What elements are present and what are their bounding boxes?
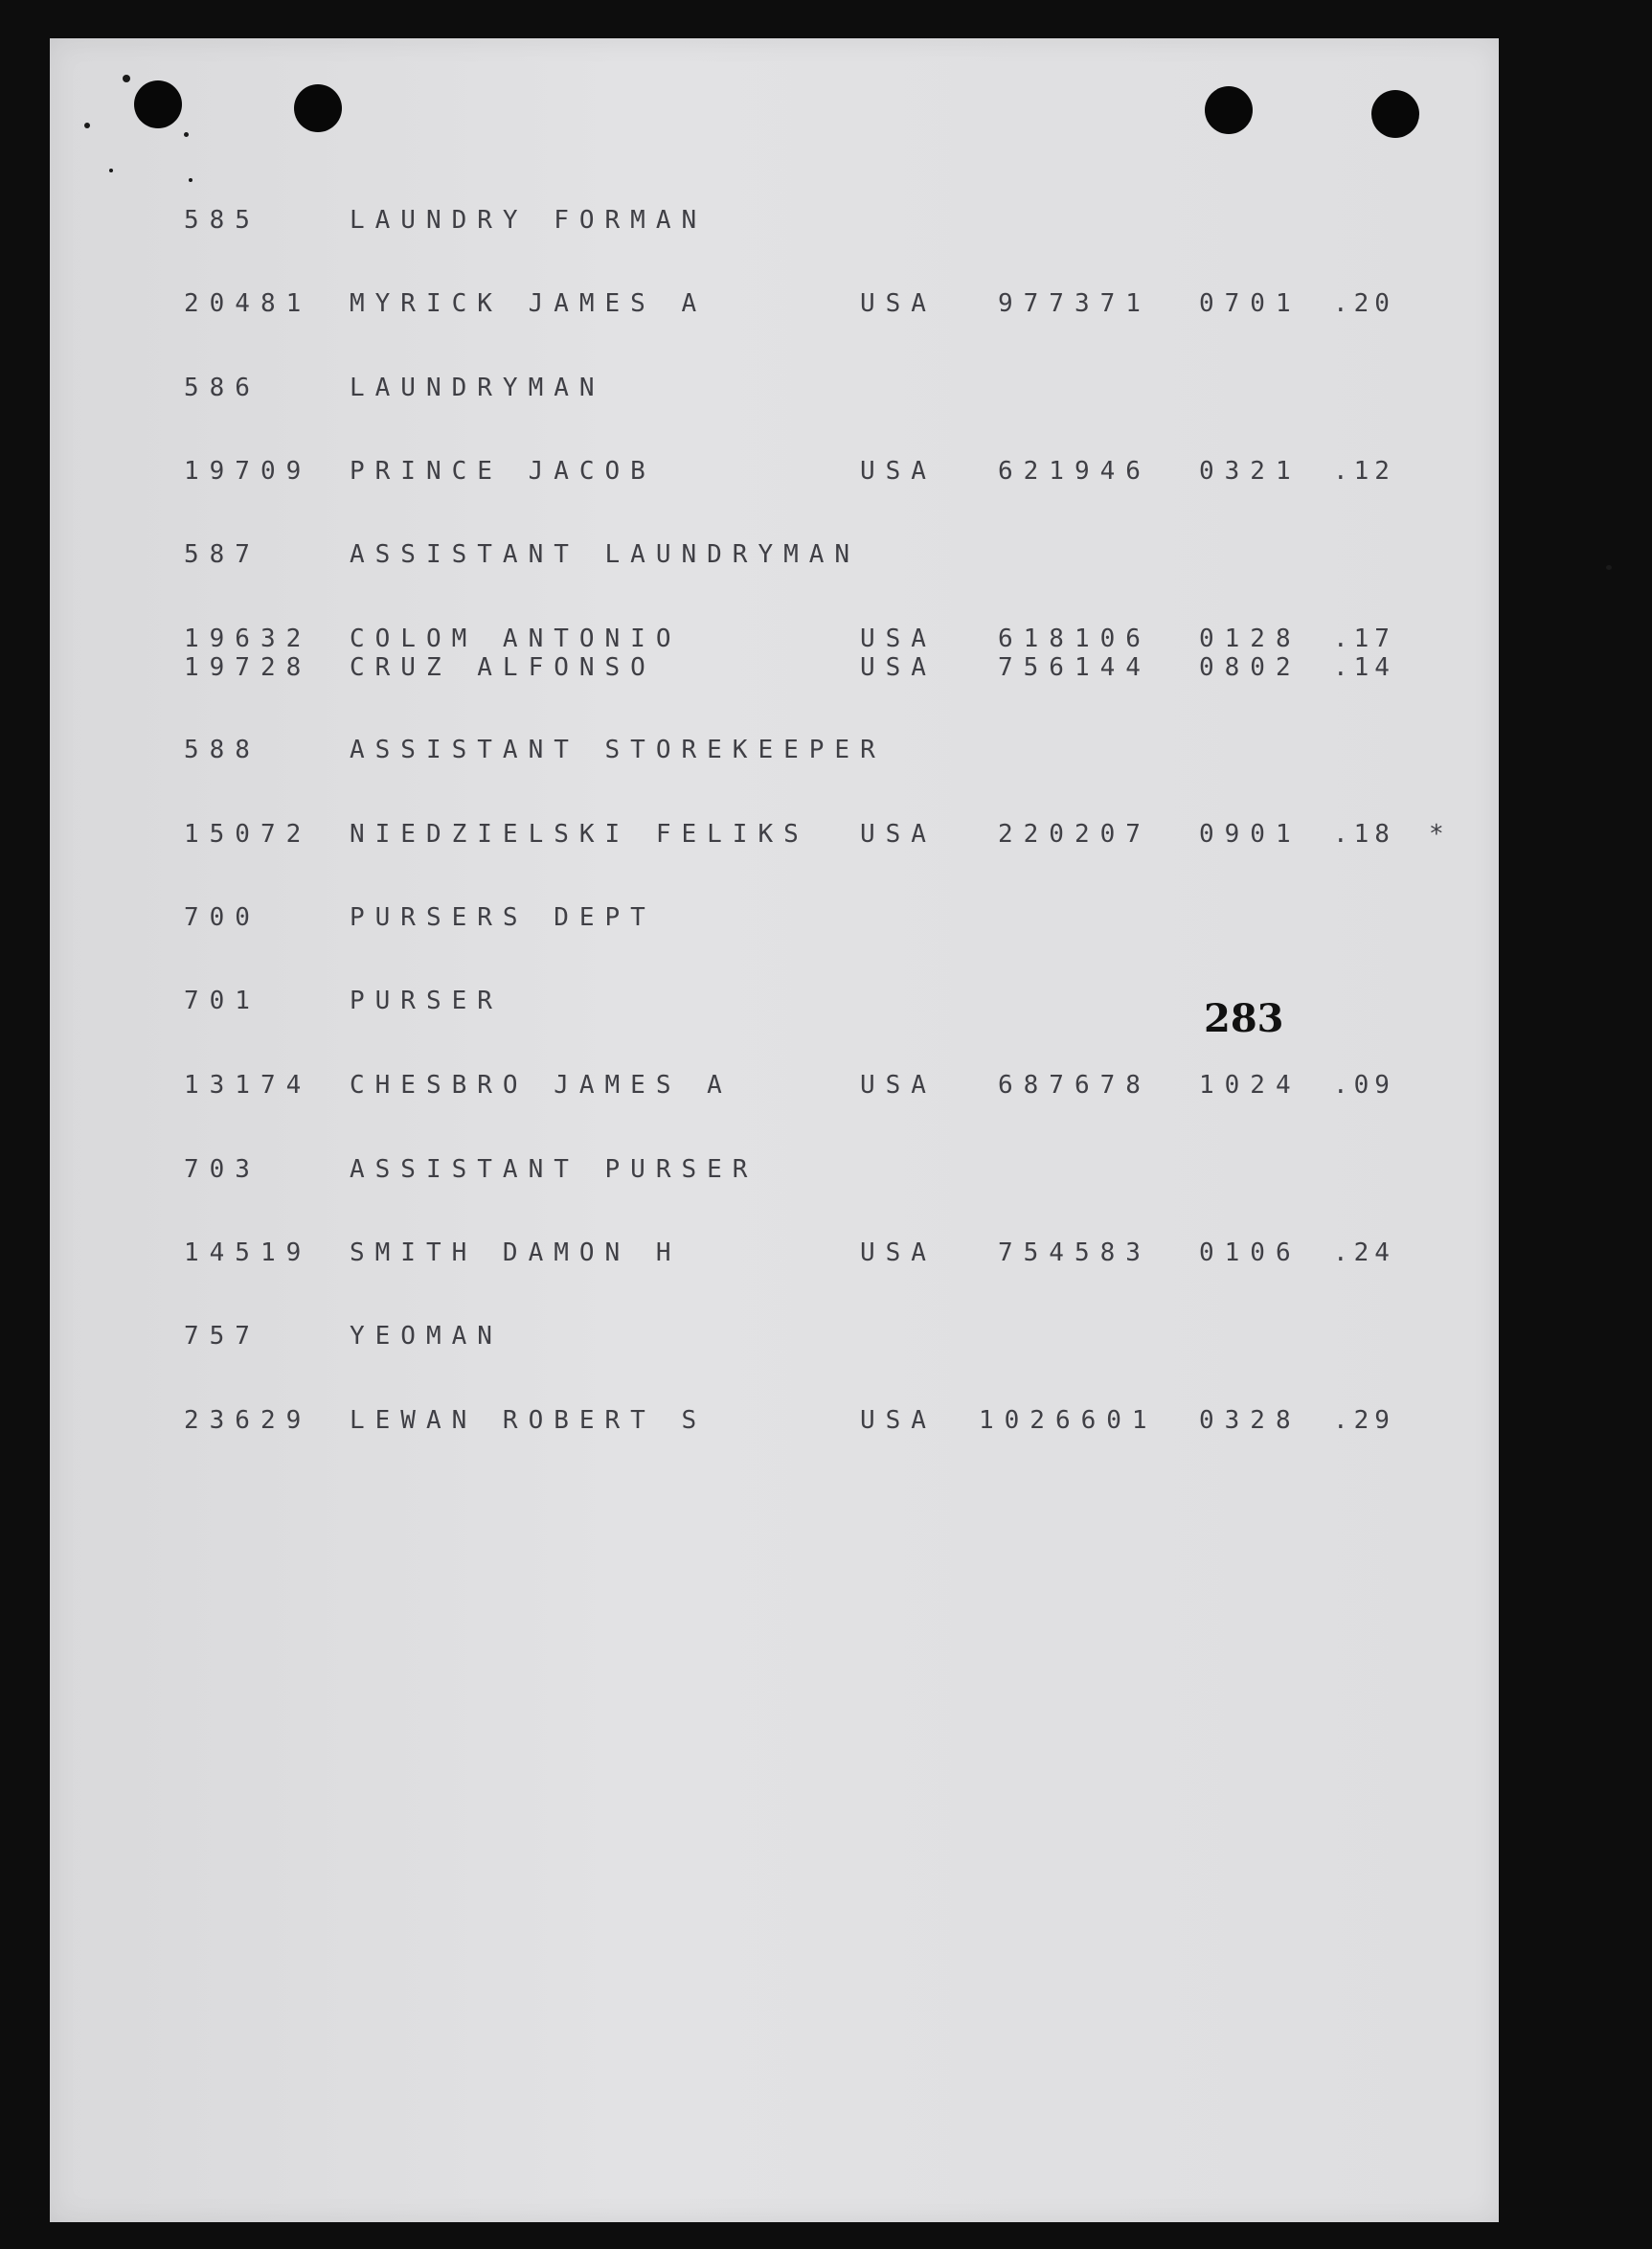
citizenship: USA [860, 625, 937, 653]
job-title: ASSISTANT LAUNDRYMAN [350, 540, 861, 569]
job-code: 700 [184, 903, 260, 932]
paper-sheet [50, 38, 1499, 2222]
crew-row [50, 1406, 1499, 1439]
rate-value: .17 [1333, 625, 1395, 653]
certificate-number: 687678 [998, 1071, 1151, 1100]
citizenship: USA [860, 653, 937, 682]
job-title: LAUNDRYMAN [350, 374, 605, 402]
certificate-number: 977371 [998, 289, 1151, 318]
crew-name: PRINCE JACOB [350, 457, 656, 486]
crew-id: 19709 [184, 457, 312, 486]
certificate-number: 754583 [998, 1238, 1151, 1267]
date-code: 0321 [1199, 457, 1301, 486]
punch-hole [134, 80, 182, 128]
job-title: YEOMAN [350, 1322, 503, 1351]
crew-id: 14519 [184, 1238, 312, 1267]
citizenship: USA [860, 820, 937, 849]
crew-id: 20481 [184, 289, 312, 318]
ink-speck [123, 75, 130, 82]
date-code: 0128 [1199, 625, 1301, 653]
job-code: 585 [184, 206, 260, 235]
rate-value: .18 [1333, 820, 1395, 849]
job-title: PURSERS DEPT [350, 903, 656, 932]
punch-hole [1371, 90, 1419, 138]
certificate-number: 220207 [998, 820, 1151, 849]
certificate-number: 1026601 [979, 1406, 1158, 1435]
heading-row [50, 1155, 1499, 1188]
job-title: ASSISTANT STOREKEEPER [350, 736, 886, 764]
date-code: 0901 [1199, 820, 1301, 849]
heading-row [50, 903, 1499, 936]
crew-name: NIEDZIELSKI FELIKS [350, 820, 809, 849]
citizenship: USA [860, 1238, 937, 1267]
crew-id: 23629 [184, 1406, 312, 1435]
crew-id: 15072 [184, 820, 312, 849]
date-code: 0106 [1199, 1238, 1301, 1267]
ink-speck [1606, 565, 1612, 570]
rate-value: .24 [1333, 1238, 1395, 1267]
ink-speck [84, 123, 90, 128]
citizenship: USA [860, 457, 937, 486]
certificate-number: 621946 [998, 457, 1151, 486]
date-code: 0802 [1199, 653, 1301, 682]
ink-speck [189, 178, 192, 182]
crew-row [50, 1071, 1499, 1103]
job-code: 588 [184, 736, 260, 764]
crew-name: CRUZ ALFONSO [350, 653, 656, 682]
punch-hole [1205, 86, 1253, 134]
job-code: 701 [184, 987, 260, 1015]
date-code: 1024 [1199, 1071, 1301, 1100]
job-code: 757 [184, 1322, 260, 1351]
heading-row [50, 1322, 1499, 1354]
heading-row [50, 540, 1499, 573]
punch-hole [294, 84, 342, 132]
job-title: PURSER [350, 987, 503, 1015]
heading-row [50, 736, 1499, 768]
crew-name: CHESBRO JAMES A [350, 1071, 733, 1100]
rate-value: .29 [1333, 1406, 1395, 1435]
crew-name: MYRICK JAMES A [350, 289, 708, 318]
rate-value: .12 [1333, 457, 1395, 486]
crew-name: COLOM ANTONIO [350, 625, 682, 653]
rate-value: .09 [1333, 1071, 1395, 1100]
crew-id: 19632 [184, 625, 312, 653]
citizenship: USA [860, 1406, 937, 1435]
rate-value: .14 [1333, 653, 1395, 682]
crew-id: 13174 [184, 1071, 312, 1100]
ink-speck [109, 169, 113, 172]
asterisk-mark: * [1429, 820, 1444, 849]
heading-row [50, 206, 1499, 239]
crew-row [50, 1238, 1499, 1271]
certificate-number: 618106 [998, 625, 1151, 653]
crew-row [50, 457, 1499, 489]
crew-row [50, 625, 1499, 657]
job-code: 703 [184, 1155, 260, 1184]
date-code: 0701 [1199, 289, 1301, 318]
crew-id: 19728 [184, 653, 312, 682]
crew-row [50, 820, 1499, 852]
citizenship: USA [860, 1071, 937, 1100]
crew-name: SMITH DAMON H [350, 1238, 682, 1267]
job-title: LAUNDRY FORMAN [350, 206, 708, 235]
heading-row [50, 374, 1499, 406]
crew-row [50, 289, 1499, 322]
date-code: 0328 [1199, 1406, 1301, 1435]
citizenship: USA [860, 289, 937, 318]
page-number: 283 [1204, 996, 1284, 1041]
ink-speck [184, 132, 189, 137]
certificate-number: 756144 [998, 653, 1151, 682]
rate-value: .20 [1333, 289, 1395, 318]
job-code: 587 [184, 540, 260, 569]
job-title: ASSISTANT PURSER [350, 1155, 758, 1184]
job-code: 586 [184, 374, 260, 402]
crew-name: LEWAN ROBERT S [350, 1406, 708, 1435]
crew-row [50, 653, 1499, 686]
